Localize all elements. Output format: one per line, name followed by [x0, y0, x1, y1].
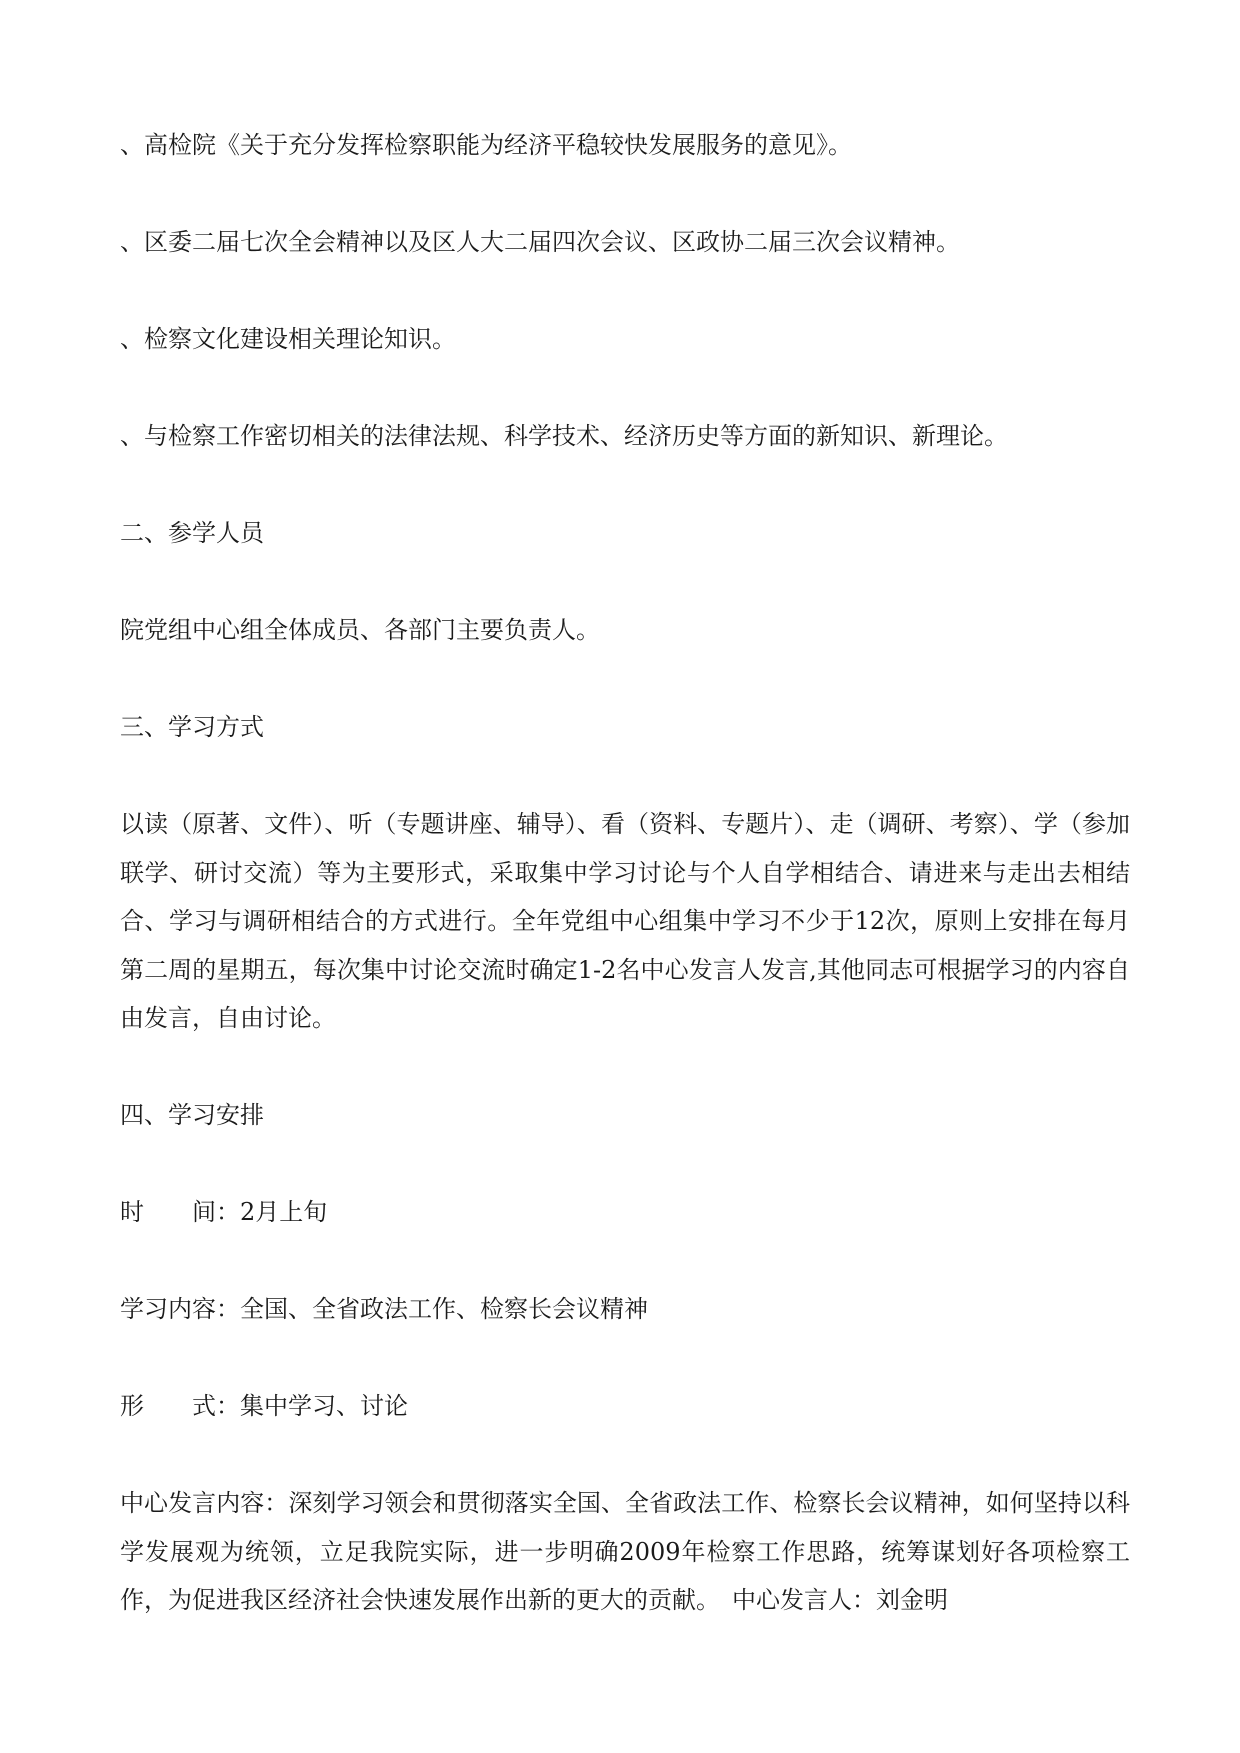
section-heading-study-method: 三、学习方式 — [120, 713, 264, 741]
schedule-form: 形 式：集中学习、讨论 — [120, 1392, 408, 1420]
list-item: 、检察文化建设相关理论知识。 — [120, 325, 456, 353]
list-item: 、高检院《关于充分发挥检察职能为经济平稳较快发展服务的意见》。 — [120, 131, 852, 159]
study-method-paragraph: 以读（原著、文件）、听（专题讲座、辅导）、看（资料、专题片）、走（调研、考察）、学（参加联学、研讨交流）等为主要形式，采取集中学习讨论与个人自学相结合、请进来与走出去相结合、学习与调研相结合的方式进行。全年党组中心组集中学习不少于12次，原则上安排在每月第二周的星期五，每次集中讨论交流时确定1-2名中心发言人发言,其他同志可根据学习的内容自由发言，自由讨论。 — [120, 810, 1130, 1032]
schedule-time: 时 间：2月上旬 — [120, 1198, 328, 1226]
list-item: 、区委二届七次全会精神以及区人大二届四次会议、区政协二届三次会议精神。 — [120, 228, 960, 256]
section-heading-study-schedule: 四、学习安排 — [120, 1101, 264, 1129]
section-heading-participants: 二、参学人员 — [120, 519, 264, 547]
schedule-content: 学习内容：全国、全省政法工作、检察长会议精神 — [120, 1295, 648, 1323]
central-speech-paragraph: 中心发言内容：深刻学习领会和贯彻落实全国、全省政法工作、检察长会议精神，如何坚持以科学发展观为统领，立足我院实际，进一步明确2009年检察工作思路，统筹谋划好各项检察工作，为促进我区经济社会快速发展作出新的更大的贡献。 中心发言人：刘金明 — [120, 1489, 1130, 1614]
list-item: 、与检察工作密切相关的法律法规、科学技术、经济历史等方面的新知识、新理论。 — [120, 422, 1008, 450]
participants-text: 院党组中心组全体成员、各部门主要负责人。 — [120, 616, 600, 644]
